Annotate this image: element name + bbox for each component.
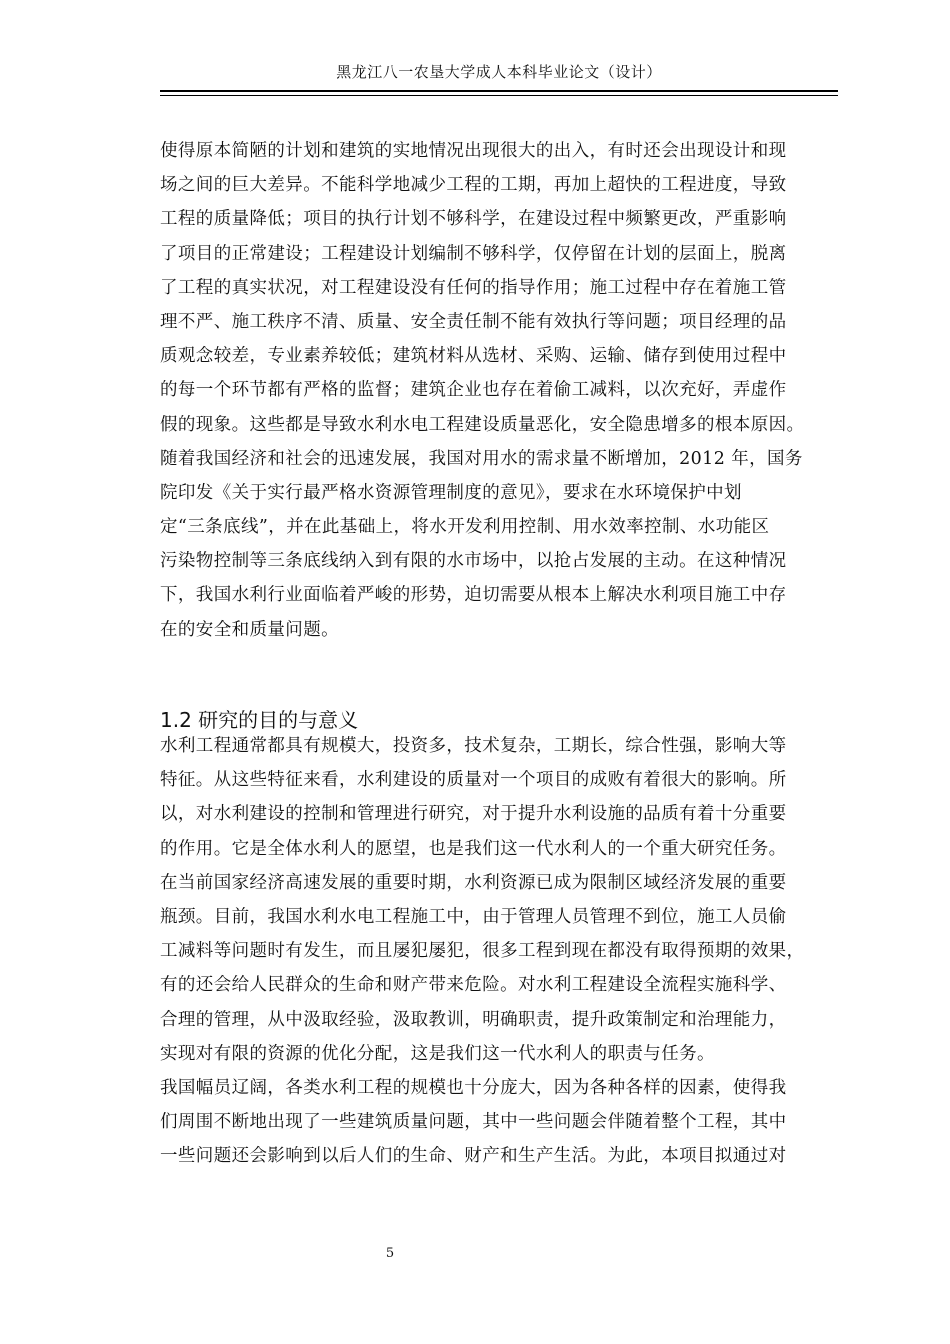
text-line: 在当前国家经济高速发展的重要时期，水利资源已成为限制区域经济发展的重要 [160, 872, 787, 893]
text-line: 合理的管理，从中汲取经验，汲取教训，明确职责，提升政策制定和治理能力， [160, 1009, 787, 1030]
text-line: 工减料等问题时有发生，而且屡犯屡犯，很多工程到现在都没有取得预期的效果， [160, 941, 805, 962]
text-line: 们周围不断地出现了一些建筑质量问题，其中一些问题会伴随着整个工程，其中 [160, 1112, 787, 1133]
section-heading: 1.2 研究的目的与意义 [160, 708, 359, 732]
header-rule-thick [160, 90, 838, 92]
page-header-title: 黑龙江八一农垦大学成人本科毕业论文（设计） [336, 63, 662, 81]
text-line: 我国幅员辽阔，各类水利工程的规模也十分庞大，因为各种各样的因素，使得我 [160, 1077, 787, 1098]
text-line: 工程的质量降低；项目的执行计划不够科学，在建设过程中频繁更改，严重影响 [160, 209, 787, 230]
text-line: 定“三条底线”，并在此基础上，将水开发利用控制、用水效率控制、水功能区 [160, 517, 770, 538]
text-line: 下，我国水利行业面临着严峻的形势，迫切需要从根本上解决水利项目施工中存 [160, 585, 787, 606]
text-line: 有的还会给人民群众的生命和财产带来危险。对水利工程建设全流程实施科学、 [160, 975, 787, 996]
paragraph-purpose-significance [160, 729, 840, 1173]
text-line: 污染物控制等三条底线纳入到有限的水市场中，以抢占发展的主动。在这种情况 [160, 551, 787, 572]
text-line: 质观念较差，专业素养较低；建筑材料从选材、采购、运输、储存到使用过程中 [160, 346, 787, 367]
text-line: 水利工程通常都具有规模大，投资多，技术复杂，工期长，综合性强，影响大等 [160, 736, 787, 756]
text-line: 的作用。它是全体水利人的愿望，也是我们这一代水利人的一个重大研究任务。 [160, 838, 787, 859]
text-line: 理不严、施工秩序不清、质量、安全责任制不能有效执行等问题；项目经理的品 [160, 311, 787, 332]
text-line: 了项目的正常建设；工程建设计划编制不够科学，仅停留在计划的层面上，脱离 [160, 243, 787, 264]
header-rule-thin [160, 95, 838, 96]
page-number: 5 [385, 1246, 395, 1261]
paragraph-background [160, 134, 840, 647]
text-line: 在的安全和质量问题。 [160, 619, 339, 640]
text-line: 假的现象。这些都是导致水利水电工程建设质量恶化，安全隐患增多的根本原因。 [160, 414, 805, 435]
text-line: 使得原本简陋的计划和建筑的实地情况出现很大的出入，有时还会出现设计和现 [160, 141, 787, 161]
text-line: 一些问题还会影响到以后人们的生命、财产和生产生活。为此，本项目拟通过对 [160, 1146, 787, 1167]
text-line: 随着我国经济和社会的迅速发展，我国对用水的需求量不断增加，2012 年，国务 [160, 448, 803, 469]
text-line: 的每一个环节都有严格的监督；建筑企业也存在着偷工减料，以次充好，弄虚作 [160, 380, 787, 401]
text-line: 瓶颈。目前，我国水利水电工程施工中，由于管理人员管理不到位，施工人员偷 [160, 906, 787, 927]
text-line: 了工程的真实状况，对工程建设没有任何的指导作用；施工过程中存在着施工管 [160, 277, 787, 298]
text-line: 实现对有限的资源的优化分配，这是我们这一代水利人的职责与任务。 [160, 1043, 715, 1064]
text-line: 场之间的巨大差异。不能科学地减少工程的工期，再加上超快的工程进度，导致 [160, 175, 787, 196]
text-line: 以，对水利建设的控制和管理进行研究，对于提升水利设施的品质有着十分重要 [160, 804, 787, 825]
text-line: 特征。从这些特征来看，水利建设的质量对一个项目的成败有着很大的影响。所 [160, 770, 787, 791]
text-line: 院印发《关于实行最严格水资源管理制度的意见》，要求在水环境保护中划 [160, 482, 742, 503]
